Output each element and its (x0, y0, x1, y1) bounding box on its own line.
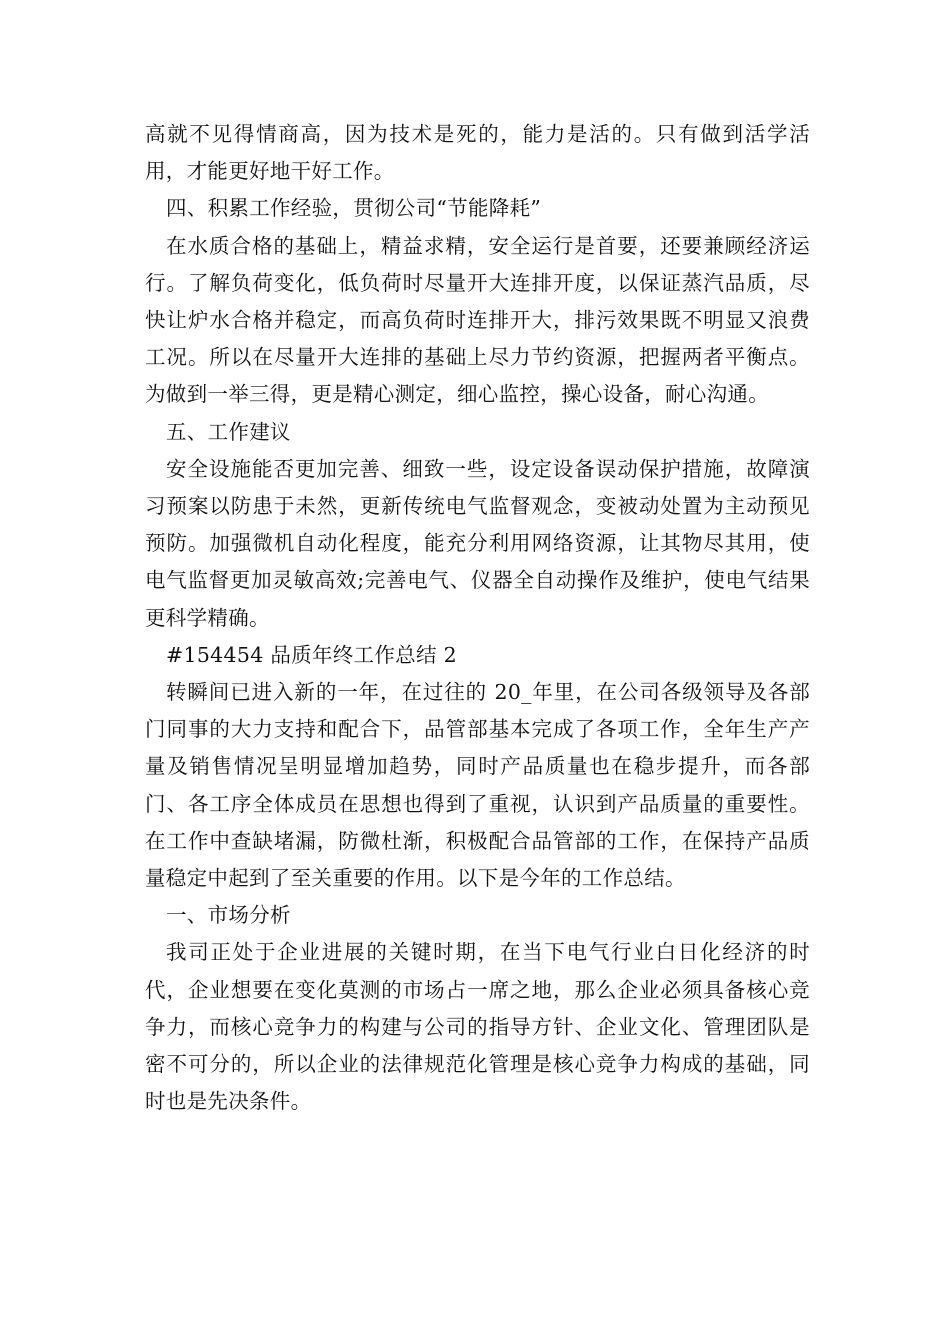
paragraph-intro: 转瞬间已进入新的一年，在过往的 20_年里，在公司各级领导及各部门同事的大力支持和配合下，品管部基本完成了各项工作，全年生产产量及销售情况呈明显增加趋势，同时产品质量也在稳步提升，而各部门、各工序全体成员在思想也得到了重视，认识到产品质量的重要性。在工作中查缺堵漏，防微杜渐，积极配合品管部的工作，在保持产品质量稳定中起到了至关重要的作用。以下是今年的工作总结。 (145, 680, 810, 891)
section-heading-1: 一、市场分析 (166, 903, 291, 928)
paragraph-market-analysis: 我司正处于企业进展的关键时期，在当下电气行业白日化经济的时代，企业想要在变化莫测的市场占一席之地，那么企业必须具备核心竞争力，而核心竞争力的构建与公司的指导方针、企业文化、管理团队是密不可分的，所以企业的法律规范化管理是核心竞争力构成的基础，同时也是先决条件。 (145, 940, 810, 1114)
paragraph-energy-saving: 在水质合格的基础上，精益求精，安全运行是首要，还要兼顾经济运行。了解负荷变化，低负荷时尽量开大连排开度，以保证蒸汽品质，尽快让炉水合格并稳定，而高负荷时连排开大，排污效果既不明显又浪费工况。所以在尽量开大连排的基础上尽力节约资源，把握两者平衡点。为做到一举三得，更是精心测定，细心监控，操心设备，耐心沟通。 (145, 233, 810, 407)
document-title-2: #154454 品质年终工作总结 2 (166, 642, 457, 667)
section-heading-5: 五、工作建议 (166, 419, 291, 444)
paragraph-work-suggestion: 安全设施能否更加完善、细致一些，设定设备误动保护措施，故障演习预案以防患于未然，更新传统电气监督观念，变被动处置为主动预见预防。加强微机自动化程度，能充分利用网络资源，让其物尽其用，使电气监督更加灵敏高效;完善电气、仪器全自动操作及维护，使电气结果更科学精确。 (145, 456, 810, 630)
paragraph-continued: 高就不见得情商高，因为技术是死的，能力是活的。只有做到活学活用，才能更好地干好工作。 (145, 122, 810, 184)
section-heading-4: 四、积累工作经验，贯彻公司“节能降耗” (166, 196, 542, 221)
document-body (145, 116, 810, 1120)
